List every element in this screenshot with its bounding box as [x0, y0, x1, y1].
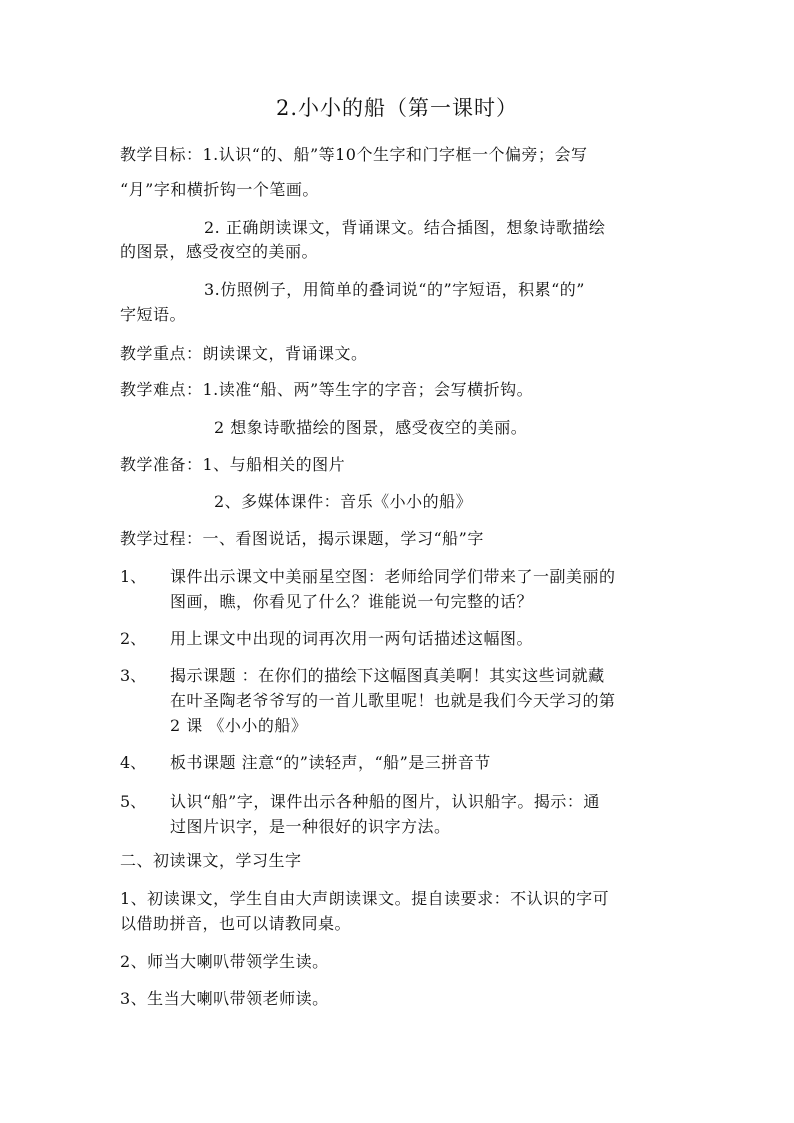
- step-4-line-1: 板书课题 注意“的”读轻声，“船”是三拼音节: [170, 753, 491, 772]
- step-5-number: 5、: [120, 792, 147, 811]
- step-3-line-2: 在叶圣陶老爷爷写的一首儿歌里呢！也就是我们今天学习的第: [170, 691, 616, 710]
- step-3-line-3: 2 课 《小小的船》: [170, 716, 308, 735]
- step-2-line-1: 用上课文中出现的词再次用一两句话描述这幅图。: [170, 629, 534, 648]
- step-3-line-1: 揭示课题 ：在你们的描绘下这幅图真美啊！其实这些词就藏: [170, 666, 605, 685]
- step-3-number: 3、: [120, 666, 147, 685]
- key-points: 教学重点：朗读课文，背诵课文。: [120, 344, 368, 363]
- step-1-number: 1、: [120, 567, 147, 586]
- document-title: 2.小小的船（第一课时）: [275, 96, 519, 120]
- section-2-item-1-line-2: 以借助拼音，也可以请教同桌。: [120, 914, 352, 933]
- preparation-line-1: 教学准备：1、与船相关的图片: [120, 455, 346, 474]
- objective-2-line-2: 的图景，感受夜空的美丽。: [120, 242, 319, 261]
- step-2-number: 2、: [120, 629, 147, 648]
- objective-3-line-2: 字短语。: [120, 305, 187, 324]
- process-heading: 教学过程：一、看图说话，揭示课题，学习“船”字: [120, 529, 484, 548]
- section-2-heading: 二、初读课文，学习生字: [120, 851, 302, 870]
- objective-2-line-1: 2. 正确朗读课文，背诵课文。结合插图，想象诗歌描绘: [204, 218, 606, 237]
- objectives-line-2: “月”字和横折钩一个笔画。: [120, 180, 319, 199]
- section-2-item-3: 3、生当大喇叭带领老师读。: [120, 989, 329, 1008]
- objective-3-line-1: 3.仿照例子，用简单的叠词说“的”字短语，积累“的”: [204, 280, 585, 299]
- preparation-line-2: 2、多媒体课件：音乐《小小的船》: [214, 492, 473, 511]
- section-2-item-2: 2、师当大喇叭带领学生读。: [120, 952, 329, 971]
- section-2-item-1-line-1: 1、初读课文，学生自由大声朗读课文。提自读要求：不认识的字可: [120, 889, 610, 908]
- step-4-number: 4、: [120, 753, 147, 772]
- objectives-line-1: 教学目标：1.认识“的、船”等10个生字和门字框一个偏旁；会写: [120, 145, 588, 164]
- step-1-line-2: 图画，瞧，你看见了什么？谁能说一句完整的话？: [170, 592, 534, 611]
- difficulties-line-2: 2 想象诗歌描绘的图景，感受夜空的美丽。: [214, 418, 528, 437]
- step-5-line-2: 过图片识字，是一种很好的识字方法。: [170, 817, 451, 836]
- step-5-line-1: 认识“船”字，课件出示各种船的图片，认识船字。揭示：通: [170, 792, 600, 811]
- difficulties-line-1: 教学难点：1.读准“船、两”等生字的字音；会写横折钩。: [120, 380, 534, 399]
- step-1-line-1: 课件出示课文中美丽星空图：老师给同学们带来了一副美丽的: [170, 567, 616, 586]
